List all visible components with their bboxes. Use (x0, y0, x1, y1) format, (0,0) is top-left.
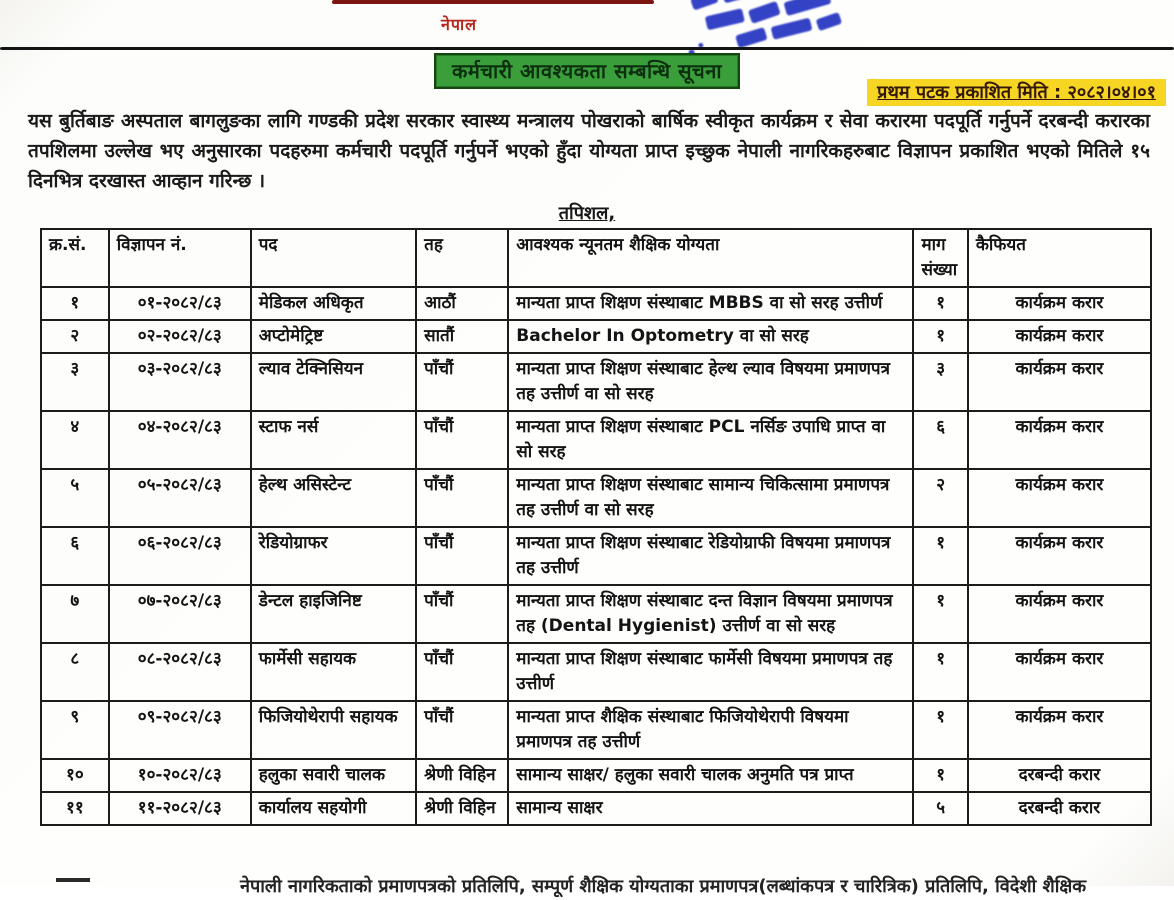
table-cell: कार्यालय सहयोगी (251, 792, 416, 825)
table-row (41, 792, 1151, 825)
table-cell: अप्टोमेट्रिष्ट (251, 320, 416, 353)
table-cell: ०९-२०८२/८३ (109, 701, 251, 759)
cutoff-list-mark (56, 878, 90, 882)
table-cell: ३ (41, 353, 109, 411)
table-cell: फिजियोथेरापी सहायक (251, 701, 416, 759)
table-cell: मेडिकल अधिकृत (251, 287, 416, 320)
table-cell: हलुका सवारी चालक (251, 759, 416, 792)
table-cell: सामान्य साक्षर (508, 792, 913, 825)
table-cell: कार्यक्रम करार (968, 701, 1151, 759)
table-cell: ११ (41, 792, 109, 825)
table-cell: १ (913, 527, 967, 585)
table-cell: १ (41, 287, 109, 320)
table-cell: श्रेणी विहिन (416, 759, 508, 792)
table-cell: मान्यता प्राप्त शिक्षण संस्थाबाट फार्मेसी विषयमा प्रमाणपत्र तह उत्तीर्ण (508, 643, 913, 701)
table-cell: Bachelor In Optometry वा सो सरह (508, 320, 913, 353)
table-cell: दरबन्दी करार (968, 759, 1151, 792)
table-cell: कार्यक्रम करार (968, 585, 1151, 643)
table-cell: ल्याव टेक्निसियन (251, 353, 416, 411)
column-header: विज्ञापन नं. (109, 229, 251, 287)
table-cell: १०-२०८२/८३ (109, 759, 251, 792)
table-row (41, 643, 1151, 701)
letterhead-cutoff-line (332, 0, 654, 4)
table-cell: पाँचौं (416, 353, 508, 411)
table-cell: हेल्थ असिस्टेन्ट (251, 469, 416, 527)
vacancy-table-body (41, 287, 1151, 825)
table-cell: सामान्य साक्षर/ हलुका सवारी चालक अनुमति पत्र प्राप्त (508, 759, 913, 792)
table-cell: कार्यक्रम करार (968, 353, 1151, 411)
table-cell: रेडियोग्राफर (251, 527, 416, 585)
table-cell: मान्यता प्राप्त शिक्षण संस्थाबाट हेल्थ ल्याव विषयमा प्रमाणपत्र तह उत्तीर्ण वा सो सरह (508, 353, 913, 411)
intro-paragraph: यस बुर्तिबाङ अस्पताल बागलुङका लागि गण्डकी प्रदेश सरकार स्वास्थ्य मन्त्रालय पोखराको बार्षिक स्वीकृत कार्यक्रम र सेवा करारमा पदपूर्ति गर्नुपर्ने दरबन्दी करारका तपशिलमा उल्लेख भए अनुसारका पदहरुमा कर्मचारी पदपूर्ति गर्नुपर्ने भएको हुँदा योग्यता प्राप्त इच्छुक नेपाली नागरिकहरुबाट विज्ञापन प्रकाशित भएको मितिले १५ दिनभित्र दरखास्त आव्हान गरिन्छ । (28, 110, 1150, 192)
table-cell: कार्यक्रम करार (968, 469, 1151, 527)
table-cell: ०४-२०८२/८३ (109, 411, 251, 469)
column-header: पद (251, 229, 416, 287)
table-cell: स्टाफ नर्स (251, 411, 416, 469)
table-cell: कार्यक्रम करार (968, 643, 1151, 701)
table-cell: मान्यता प्राप्त शिक्षण संस्थाबाट PCL नर्सिङ उपाधि प्राप्त वा सो सरह (508, 411, 913, 469)
table-cell: ९ (41, 701, 109, 759)
table-cell: मान्यता प्राप्त शिक्षण संस्थाबाट MBBS वा सो सरह उत्तीर्ण (508, 287, 913, 320)
table-cell: ५ (913, 792, 967, 825)
table-row (41, 411, 1151, 469)
table-cell: २ (913, 469, 967, 527)
column-header: आवश्यक न्यूनतम शैक्षिक योग्यता (508, 229, 913, 287)
vacancy-table (40, 228, 1152, 826)
table-row (41, 287, 1151, 320)
table-row (41, 527, 1151, 585)
table-cell: श्रेणी विहिन (416, 792, 508, 825)
table-cell: ०८-२०८२/८३ (109, 643, 251, 701)
column-header: माग संख्या (913, 229, 967, 287)
notice-title: कर्मचारी आवश्यकता सम्बन्धि सूचना (434, 53, 740, 89)
header-divider (0, 47, 1174, 50)
country-label: नेपाल (441, 15, 477, 34)
table-cell: १ (913, 585, 967, 643)
table-cell: १ (913, 287, 967, 320)
table-cell: पाँचौं (416, 701, 508, 759)
table-cell: कार्यक्रम करार (968, 320, 1151, 353)
column-header: कैफियत (968, 229, 1151, 287)
table-cell: दरबन्दी करार (968, 792, 1151, 825)
table-cell: कार्यक्रम करार (968, 287, 1151, 320)
table-cell: मान्यता प्राप्त शिक्षण संस्थाबाट सामान्य चिकित्सामा प्रमाणपत्र तह उत्तीर्ण वा सो सरह (508, 469, 913, 527)
column-header: क्र.सं. (41, 229, 109, 287)
table-row (41, 353, 1151, 411)
table-row (41, 469, 1151, 527)
table-cell: १ (913, 643, 967, 701)
table-cell: ०७-२०८२/८३ (109, 585, 251, 643)
table-cell: पाँचौं (416, 411, 508, 469)
table-cell: ८ (41, 643, 109, 701)
table-cell: आठौं (416, 287, 508, 320)
table-cell: ३ (913, 353, 967, 411)
header-row (41, 229, 1151, 287)
table-caption: तपिशल, (558, 203, 616, 224)
table-cell: २ (41, 320, 109, 353)
table-row (41, 320, 1151, 353)
column-header: तह (416, 229, 508, 287)
table-cell: १० (41, 759, 109, 792)
table-cell: १ (913, 320, 967, 353)
table-cell: ७ (41, 585, 109, 643)
table-cell: मान्यता प्राप्त शैक्षिक संस्थाबाट फिजियोथेरापी विषयमा प्रमाणपत्र तह उत्तीर्ण (508, 701, 913, 759)
table-cell: मान्यता प्राप्त शिक्षण संस्थाबाट रेडियोग्राफी विषयमा प्रमाणपत्र तह उत्तीर्ण (508, 527, 913, 585)
table-row (41, 759, 1151, 792)
bottom-cutoff-line (240, 874, 1140, 897)
table-cell: १ (913, 701, 967, 759)
table-cell: पाँचौं (416, 527, 508, 585)
table-cell: ५ (41, 469, 109, 527)
table-row (41, 701, 1151, 759)
table-cell: ०१-२०८२/८३ (109, 287, 251, 320)
vacancy-table-head (41, 229, 1151, 287)
table-cell: सातौं (416, 320, 508, 353)
table-cell: मान्यता प्राप्त शिक्षण संस्थाबाट दन्त विज्ञान विषयमा प्रमाणपत्र तह (Dental Hygienist) उत्तीर्ण वा सो सरह (508, 585, 913, 643)
table-cell: पाँचौं (416, 469, 508, 527)
table-cell: कार्यक्रम करार (968, 527, 1151, 585)
table-cell: ११-२०८२/८३ (109, 792, 251, 825)
table-cell: पाँचौं (416, 585, 508, 643)
table-cell: फार्मेसी सहायक (251, 643, 416, 701)
table-cell: पाँचौं (416, 643, 508, 701)
table-cell: कार्यक्रम करार (968, 411, 1151, 469)
table-cell: ०३-२०८२/८३ (109, 353, 251, 411)
publication-date: प्रथम पटक प्रकाशित मिति : २०८२।०४।०१ (867, 79, 1166, 106)
table-cell: ४ (41, 411, 109, 469)
bottom-cutoff-text: नेपाली नागरिकताको प्रमाणपत्रको प्रतिलिपि, सम्पूर्ण शैक्षिक योग्यताका प्रमाणपत्र(लब्धांकपत्र र चारित्रिक) प्रतिलिपि, विदेशी शैक्षिक (240, 876, 1087, 897)
table-cell: ०२-२०८२/८३ (109, 320, 251, 353)
table-cell: ०५-२०८२/८३ (109, 469, 251, 527)
table-cell: १ (913, 759, 967, 792)
table-cell: ६ (913, 411, 967, 469)
table-cell: ०६-२०८२/८३ (109, 527, 251, 585)
table-row (41, 585, 1151, 643)
table-cell: डेन्टल हाइजिनिष्ट (251, 585, 416, 643)
table-cell: ६ (41, 527, 109, 585)
